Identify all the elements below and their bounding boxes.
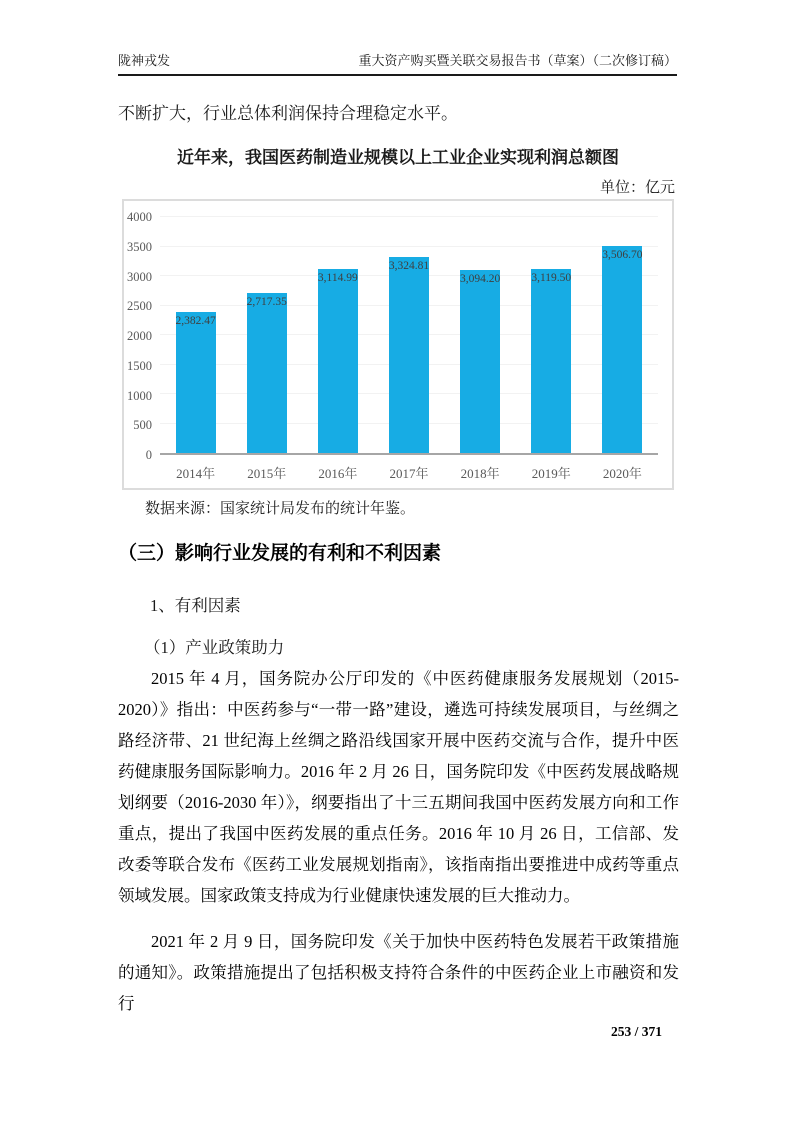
body-paragraph-2: 2021 年 2 月 9 日，国务院印发《关于加快中医药特色发展若干政策措施的通知》。政策措施提出了包括积极支持符合条件的中医药企业上市融资和发行 (118, 932, 679, 1013)
y-axis-tick-label: 3500 (127, 239, 152, 254)
x-axis-label: 2014年 (176, 466, 216, 481)
y-axis-tick-label: 1500 (127, 358, 152, 373)
y-axis-tick-label: 1000 (127, 388, 152, 403)
bar-value-label: 2,382.47 (175, 315, 216, 328)
bar-slot (302, 217, 373, 453)
intro-paragraph: 不断扩大，行业总体利润保持合理稳定水平。 (118, 104, 458, 123)
bar-value-label: 3,114.99 (317, 272, 358, 285)
x-axis-label: 2016年 (318, 466, 358, 481)
body-paragraph-1: 2015 年 4 月，国务院办公厅印发的《中医药健康服务发展规划（2015-2020）》指出：中医药参与“一带一路”建设，遴选可持续发展项目，与丝绸之路经济带、21 世纪海上丝绸之路沿线国家开展中医药交流与合作，提升中医药健康服务国际影响力。2016 年 2 月 26 日，国务院印发《中医药发展战略规划纲要（2016-2030 年）》，纲要指出了十三五期间我国中医药发展方向和工作重点，提出了我国中医药发展的重点任务。2016 年 10 月 26 日，工信部、发改委等联合发布《医药工业发展规划指南》，该指南指出要推进中成药等重点领域发展。国家政策支持成为行业健康快速发展的巨大推动力。 (118, 669, 679, 905)
x-axis-label: 2017年 (389, 466, 429, 481)
chart-source-note: 数据来源：国家统计局发布的统计年鉴。 (145, 501, 416, 517)
bar-slot (587, 217, 658, 453)
y-axis-tick-label: 500 (133, 418, 152, 433)
x-axis-label: 2020年 (602, 466, 642, 481)
y-axis-tick-label: 3000 (127, 269, 152, 284)
chart-title: 近年来，我国医药制造业规模以上工业企业实现利润总额图 (177, 148, 619, 167)
y-axis-tick-label: 0 (145, 448, 152, 462)
y-axis-tick-label: 2500 (127, 299, 152, 314)
sub-heading-favorable-factors: 1、有利因素 (150, 596, 241, 615)
page-number: 253 / 371 (610, 1024, 662, 1039)
bar-slot (231, 217, 302, 453)
bar-2018年 (460, 270, 500, 453)
bar-2014年 (176, 312, 216, 453)
x-axis-label: 2018年 (460, 466, 500, 481)
bar-slot (516, 217, 587, 453)
section-heading: （三）影响行业发展的有利和不利因素 (118, 543, 442, 564)
page-header (118, 52, 677, 76)
sub-heading-industry-policy: （1）产业政策助力 (144, 638, 285, 657)
y-axis-tick-label: 2000 (127, 329, 152, 343)
bar-slot (445, 217, 516, 453)
bar-value-label: 3,506.70 (602, 249, 643, 262)
x-axis-label: 2015年 (247, 466, 287, 481)
bar-2019年 (531, 269, 571, 453)
y-axis-tick-label: 4000 (127, 210, 152, 224)
bar-2015年 (247, 293, 287, 453)
chart-y-axis (124, 210, 154, 462)
bar-2016年 (318, 269, 358, 453)
bar-slot (373, 217, 444, 453)
chart-bars (160, 217, 658, 453)
chart-x-labels (160, 463, 658, 482)
bar-slot (160, 217, 231, 453)
chart-plot-area (160, 217, 658, 455)
bar-value-label: 3,324.81 (388, 259, 430, 272)
bar-value-label: 3,094.20 (460, 273, 501, 286)
bar-2020年 (602, 246, 642, 453)
chart-unit-label: 单位：亿元 (599, 180, 675, 196)
bar-value-label: 2,717.35 (246, 295, 287, 308)
header-report-title: 重大资产购买暨关联交易报告书（草案）（二次修订稿） (358, 53, 677, 68)
profit-bar-chart (122, 199, 674, 490)
x-axis-label: 2019年 (531, 466, 571, 481)
header-company-name: 陇神戎发 (118, 53, 171, 68)
bar-value-label: 3,119.50 (531, 271, 572, 284)
bar-2017年 (389, 257, 429, 453)
